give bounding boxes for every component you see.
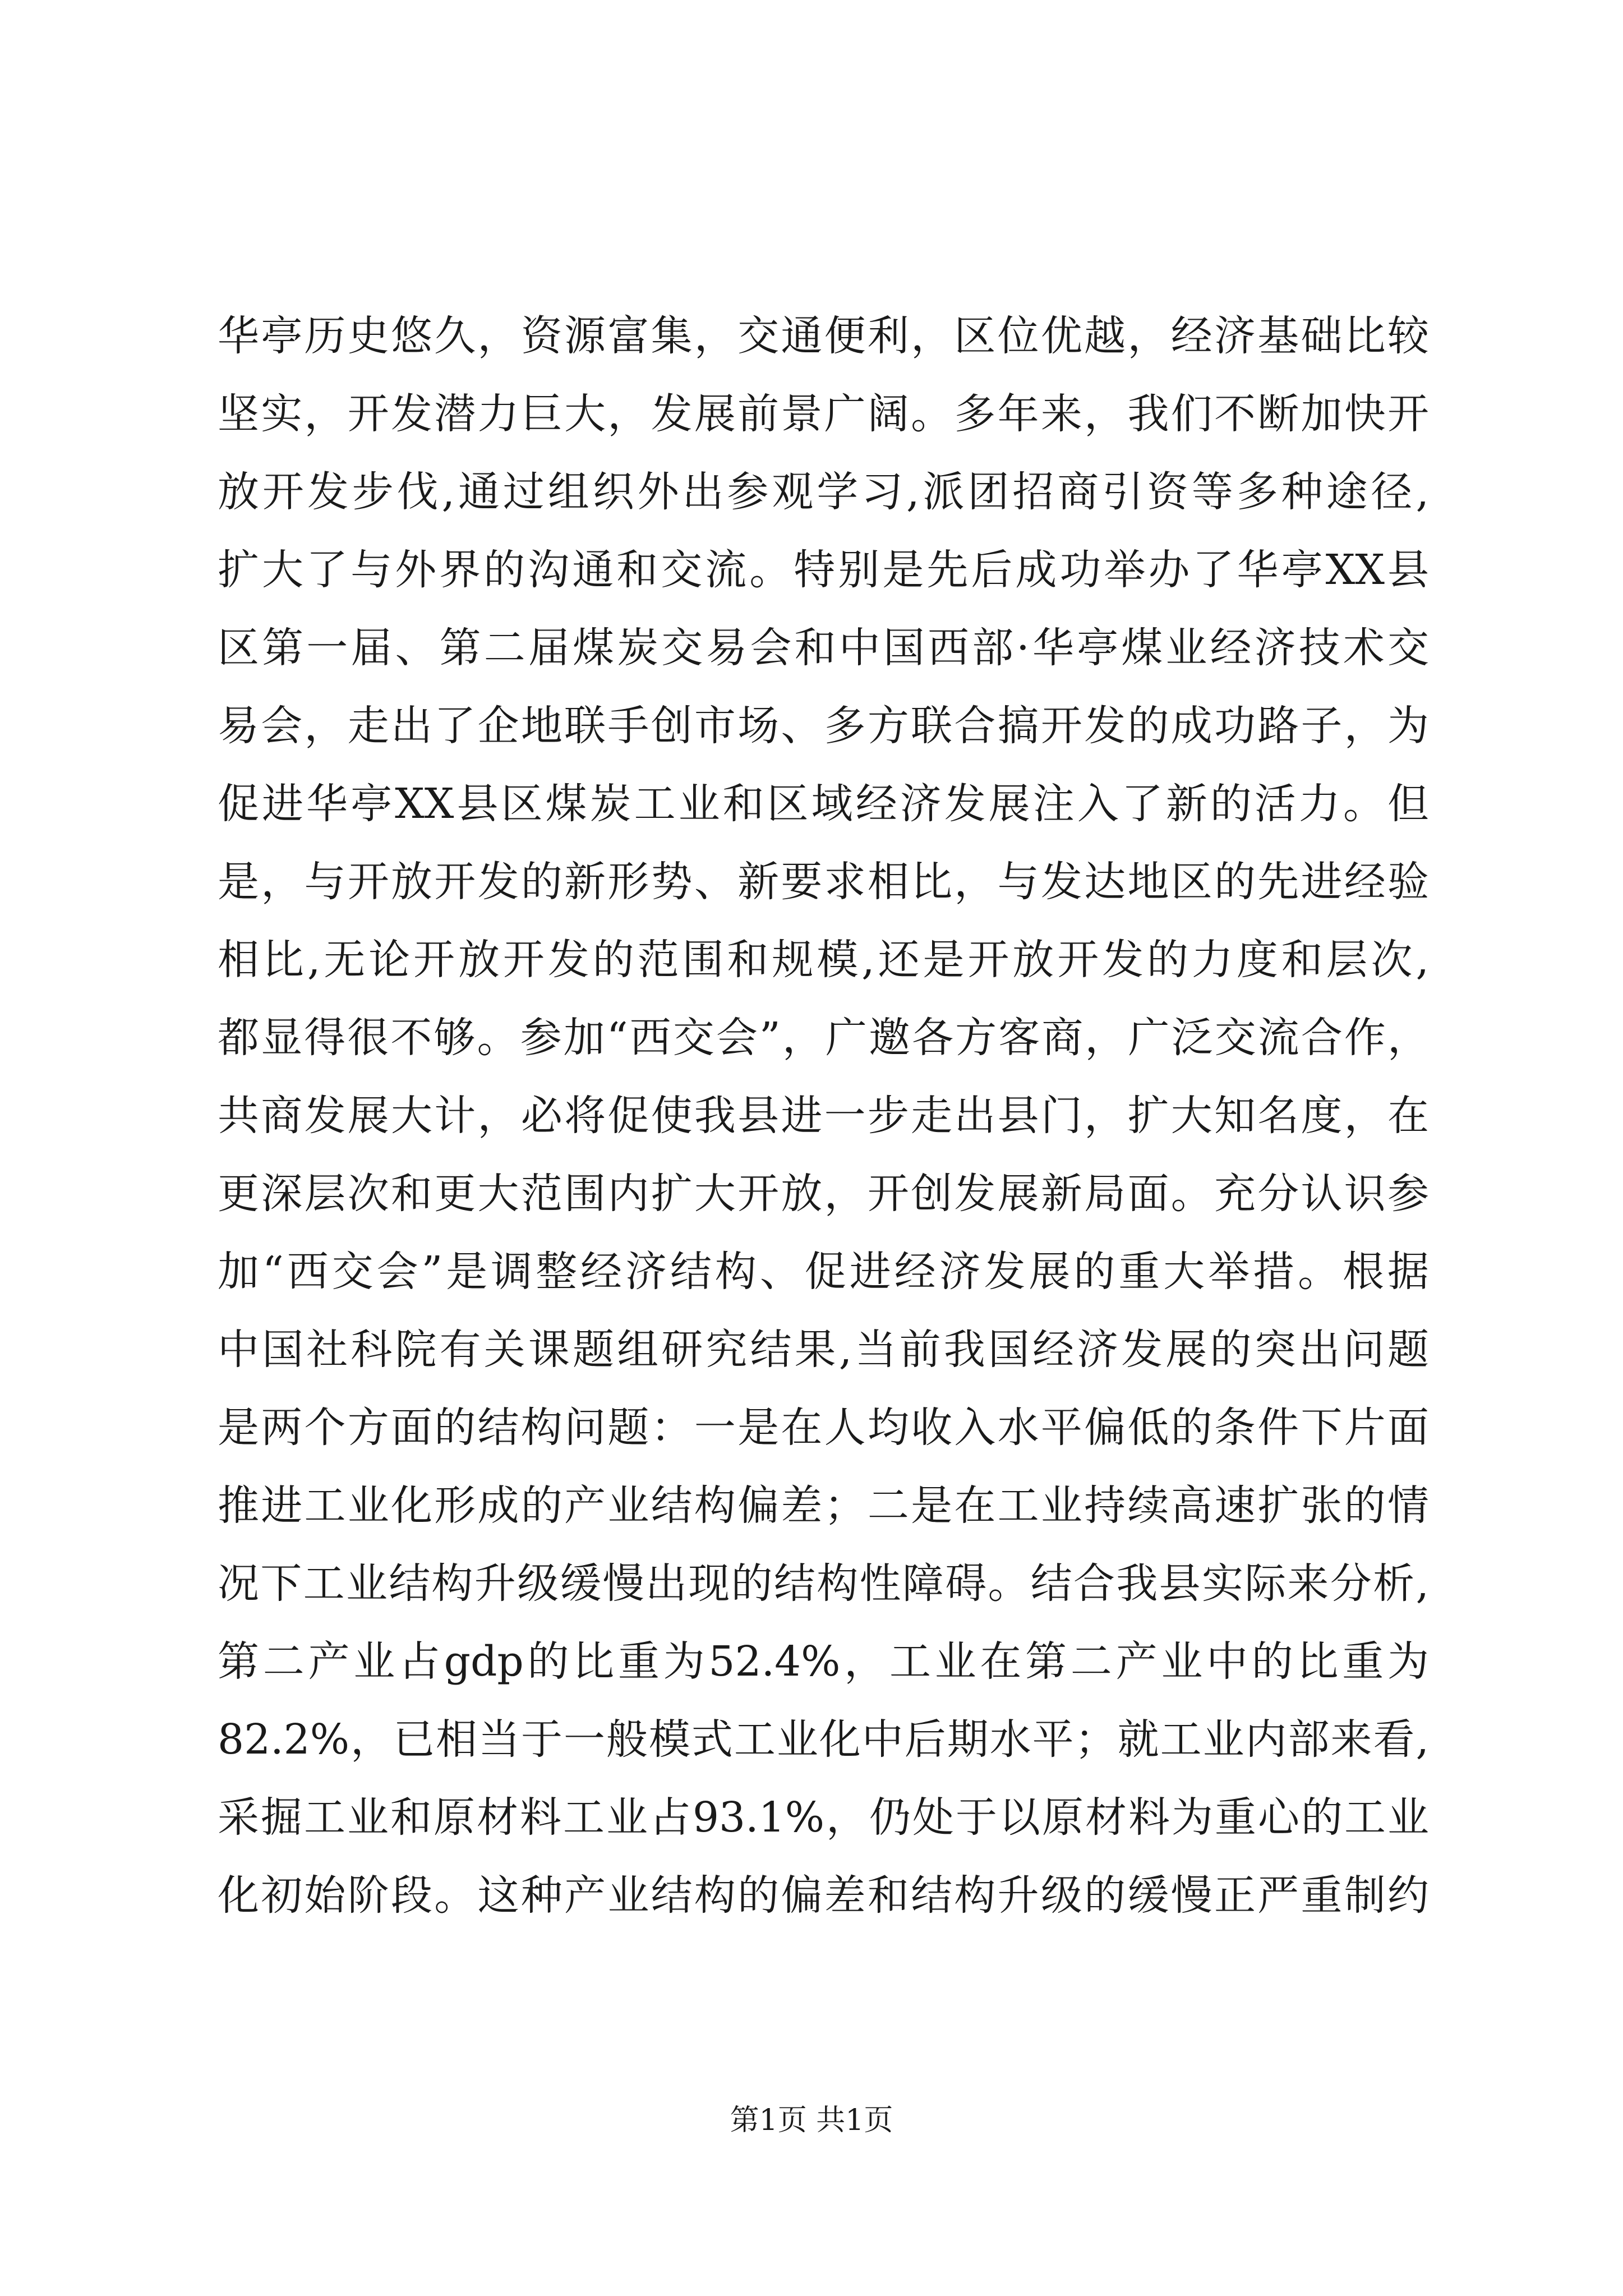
text-line: 况下工业结构升级缓慢出现的结构性障碍。结合我县实际来分析, xyxy=(218,1559,1429,1608)
text-line: 区第一届、第二届煤炭交易会和中国西部·华亭煤业经济技术交 xyxy=(218,624,1429,672)
text-line: 加“西交会”是调整经济结构、促进经济发展的重大举措。根据 xyxy=(218,1248,1429,1296)
text-line: 相比,无论开放开发的范围和规模,还是开放开发的力度和层次, xyxy=(218,936,1429,984)
text-line: 第二产业占gdp的比重为52.4%，工业在第二产业中的比重为 xyxy=(218,1637,1429,1686)
text-line: 中国社科院有关课题组研究结果,当前我国经济发展的突出问题 xyxy=(218,1326,1429,1374)
text-line: 坚实，开发潜力巨大，发展前景广阔。多年来，我们不断加快开 xyxy=(218,390,1429,438)
text-line: 推进工业化形成的产业结构偏差；二是在工业持续高速扩张的情 xyxy=(218,1481,1429,1530)
text-line: 化初始阶段。这种产业结构的偏差和结构升级的缓慢正严重制约 xyxy=(218,1871,1429,1920)
text-line: 促进华亭XX县区煤炭工业和区域经济发展注入了新的活力。但 xyxy=(218,780,1429,828)
text-line: 易会，走出了企地联手创市场、多方联合搞开发的成功路子，为 xyxy=(218,702,1429,750)
text-line: 华亭历史悠久，资源富集，交通便利，区位优越，经济基础比较 xyxy=(218,312,1429,360)
text-line: 更深层次和更大范围内扩大开放，开创发展新局面。充分认识参 xyxy=(218,1170,1429,1218)
page-number: 第1页 共1页 xyxy=(730,2104,893,2137)
body-text xyxy=(218,297,1429,1935)
text-line: 都显得很不够。参加“西交会”，广邀各方客商，广泛交流合作， xyxy=(218,1014,1429,1062)
text-line: 采掘工业和原材料工业占93.1%，仍处于以原材料为重心的工业 xyxy=(218,1793,1429,1842)
text-line: 是两个方面的结构问题：一是在人均收入水平偏低的条件下片面 xyxy=(218,1404,1429,1452)
text-line: 82.2%，已相当于一般模式工业化中后期水平；就工业内部来看, xyxy=(218,1715,1429,1764)
text-line: 是，与开放开发的新形势、新要求相比，与发达地区的先进经验 xyxy=(218,858,1429,906)
text-line: 放开发步伐,通过组织外出参观学习,派团招商引资等多种途径, xyxy=(218,468,1429,516)
text-line: 共商发展大计，必将促使我县进一步走出县门，扩大知名度，在 xyxy=(218,1092,1429,1140)
page-footer xyxy=(0,2101,1623,2140)
text-line: 扩大了与外界的沟通和交流。特别是先后成功举办了华亭XX县 xyxy=(218,546,1429,594)
